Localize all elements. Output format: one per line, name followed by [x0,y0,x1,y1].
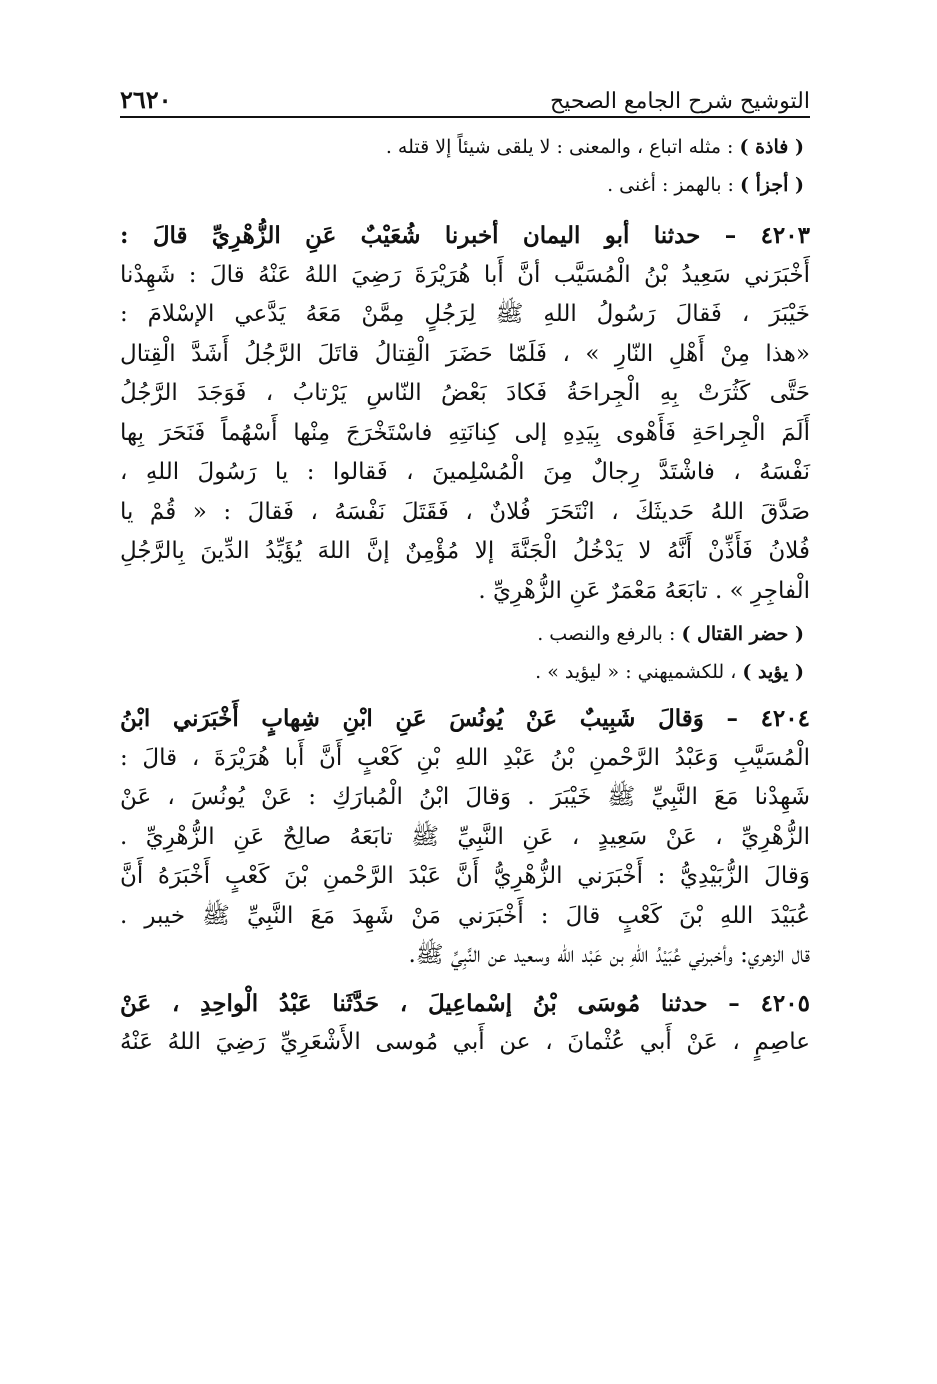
note-term: ( أجزأ ) [740,174,804,196]
hadith-line: عاصِمٍ ، عَنْ أَبي عُثْمانَ ، عن أَبي مُوسى الأَشْعَرِيِّ رَضِيَ اللهُ عَنْهُ [120,1029,810,1055]
note-text: : بالهمز : أغنى . [607,174,740,196]
hadith-line: الزُّهْرِيِّ ، عَنْ سَعِيدٍ ، عَنِ النَّبِيِّ ﷺ تابَعَهُ صالِحٌ عَنِ الزُّهْرِيِّ . [120,823,810,850]
hadith-line: وَقالَ الزُّبَيْدِيُّ : أَخْبَرَني الزُّهْرِيُّ أَنَّ عَبْدَ الرَّحْمنِ بْنَ كَعْبٍ أَخْبَرَهُ أَنَّ [120,863,810,889]
hadith-line: نَفْسَهُ ، فاشْتَدَّ رِجالٌ مِنَ الْمُسْلِمينَ ، فَقالوا : يا رَسُولَ اللهِ ، [120,459,810,485]
note-yuayyid [120,653,810,691]
note-text: : بالرفع والنصب . [537,623,682,645]
hadith-line: خَيْبَرَ ، فَقالَ رَسُولُ اللهِ ﷺ لِرَجُلٍ مِمَّنْ مَعَهُ يَدَّعي الإسْلامَ : [120,301,810,327]
book-title: التوشيح شرح الجامع الصحيح [550,89,810,114]
hadith-line: أَخْبَرَني سَعِيدُ بْنُ الْمُسَيَّب أنَّ أَبا هُرَيْرَةَ رَضِيَ اللهُ عَنْهُ قالَ : شَهِدْنا [120,261,810,288]
note-fadha [120,128,810,166]
hadith-line: «هذا مِنْ أَهْلِ النّارِ » ، فَلَمّا حَضَرَ الْقِتالُ قاتَلَ الرَّجُلُ أَشَدَّ الْقِتال [120,340,810,367]
hadith-line: ٤٢٠٣ – حدثنا أبو اليمان أخبرنا شُعَيْبٌ عَنِ الزُّهْرِيِّ قالَ : [120,222,810,249]
hadith-line: ٤٢٠٥ – حدثنا مُوسَى بْنُ إسْماعِيلَ ، حَدَّثَنا عَبْدُ الْواحِدِ ، عَنْ [120,989,810,1017]
document-page [120,74,810,1063]
running-header [120,74,810,118]
hadith-line: الْمُسَيَّبِ وَعَبْدُ الرَّحْمنِ بْنُ عَبْدِ اللهِ بْنِ كَعْبٍ أَنَّ أَبا هُرَيْرَةَ ، قالَ : [120,744,810,771]
note-hadar-al-qital [120,615,810,653]
note-term: ( فاذة ) [739,136,804,158]
note-term: ( حضر القتال ) [681,623,804,645]
hadith-4205 [120,984,810,1063]
hadith-line: عُبَيْدَ اللهِ بْنَ كَعْبٍ قالَ : أَخْبَرَني مَنْ شَهِدَ مَعَ النَّبِيِّ ﷺ خيبر . [120,902,810,929]
hadith-line: قال الزهري: وأخبرني عُبَيْدُ اللهِ بن عَبْد الله وسعيد عن النَّبِيِّ ﷺ. [408,942,810,968]
note-text: : مثله اتباع ، والمعنى : لا يلقى شيئاً إلا قتله . [385,136,740,158]
note-term: ( يؤيد ) [742,661,804,683]
hadith-line: صَدَّقَ اللهُ حَديثَكَ ، انْتَحَرَ فُلانٌ ، فَقَتَلَ نَفْسَهُ ، فَقالَ : « قُمْ يا [120,498,810,525]
hadith-line: حَتَّى كَثُرَتْ بِهِ الْجِراحَةُ فَكادَ بَعْضُ النّاسِ يَرْتابُ ، فَوَجَدَ الرَّجُلُ [120,380,810,406]
hadith-4204 [120,699,810,976]
hadith-line: الْفاجِرِ » . تابَعَهُ مَعْمَرٌ عَنِ الزُّهْرِيِّ . [478,577,810,604]
hadith-line: شَهِدْنا مَعَ النَّبِيِّ ﷺ خَيْبَرَ . وَقالَ ابْنُ الْمُبارَكِ : عَنْ يُونُسَ ، عَنْ [120,784,810,810]
hadith-line: أَلَمَ الْجِراحَةِ فَأَهْوى بِيَدِهِ إلى كِنانَتِهِ فاسْتَخْرَجَ مِنْها أَسْهُماً فَنَحَرَ بِها [120,419,810,446]
page-number: ٢٦٢٠ [120,85,172,114]
note-ajza [120,166,810,204]
hadith-line: فُلانُ فَأَذِّنْ أَنَّهُ لا يَدْخُلُ الْجَنَّةَ إلا مُؤْمِنٌ إنَّ اللهَ يُؤَيِّدُ الدِّينَ بِالرَّجُلِ [120,538,810,564]
note-text: ، للكشميهني : « ليؤيد » . [535,661,743,683]
hadith-4203 [120,216,810,611]
hadith-line: ٤٢٠٤ – وَقالَ شَبِيبٌ عَنْ يُونُسَ عَنِ ابْنِ شِهابٍ أَخْبَرَني ابْنُ [120,705,810,732]
